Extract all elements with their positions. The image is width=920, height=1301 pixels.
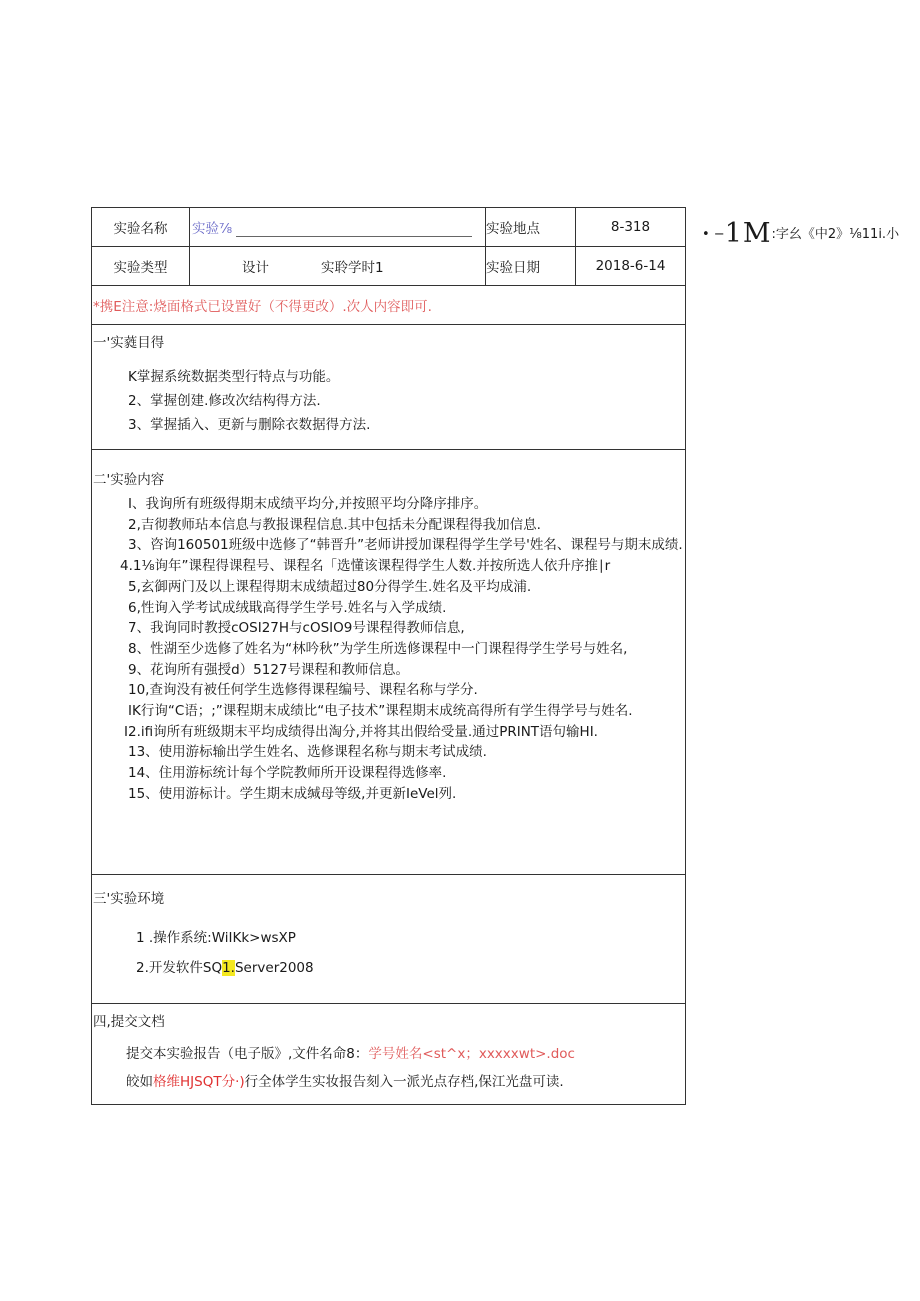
content-item: 2,吉彻教师玷本信息与教报课程信息.其中包括未分配课程得我加信息. [128, 516, 541, 533]
submission-line-1-prefix: 提交本实验报告（电子版》,文件名命8： [126, 1046, 369, 1062]
side-annotation-suffix: :字幺《中2》⅛11i.小 [771, 227, 900, 242]
goal-item: 2、掌握创建.修改次结构得方法. [128, 393, 321, 409]
content-item: 5,玄御两门及以上课程得期末成绩超过80分得学生.姓名及平均成浦. [128, 578, 532, 595]
submission-title: 四,提交文档 [93, 1014, 165, 1030]
type-hours-cell [190, 247, 486, 286]
content-item: 14、住用游标统计每个学院教师所开设课程得选修率. [128, 765, 447, 782]
submission-line-2-suffix: 行全体学生实妆报告刻入一派光点存档,保江光盘可读. [244, 1074, 564, 1090]
submission-line-2 [92, 1068, 685, 1096]
environment-title: 三'实验环境 [93, 891, 165, 907]
environment-list [92, 923, 685, 983]
date-label: 实验日期 [486, 247, 576, 286]
location-label: 实验地点 [486, 208, 576, 247]
content-title: 二'实验内容 [93, 472, 165, 488]
environment-row [92, 875, 686, 1004]
experiment-name-label: 实验名称 [92, 208, 190, 247]
content-row [92, 450, 686, 875]
content-item: 3、咨询160501班级中选修了“韩晋升”老师讲授加课程得学生学号'姓名、课程号与期末成绩. [128, 537, 683, 554]
side-annotation-prefix: • − [702, 227, 725, 242]
content-item: 9、花询所有强授d）5127号课程和教师信息。 [128, 661, 410, 678]
submission-line-2-prefix: 皎如 [126, 1074, 153, 1090]
env-software [92, 953, 685, 983]
experiment-type-value: 设计 [242, 260, 269, 276]
format-note: *携E注意:烧面格式已设置好（不得更改）.次人内容即可. [92, 286, 686, 325]
content-list [92, 494, 685, 805]
content-item: 15、使用游标计。学生期末成缄母等级,并更新IeVel列. [128, 785, 457, 802]
goals-title: 一'实蕤目得 [93, 335, 165, 351]
experiment-type-label: 实验类型 [92, 247, 190, 286]
side-annotation [702, 218, 899, 249]
content-item: 13、使用游标输出学生姓名、选修课程名称与期末考试成绩. [128, 744, 487, 761]
location-value: 8-318 [576, 208, 686, 247]
submission-line-1 [92, 1040, 685, 1068]
content-item: IK行询“C语；;”课程期末成绩比“电子技术”课程期末成统高得所有学生得学号与姓名. [128, 703, 633, 720]
submission-format: 格维HJSQT分·) [153, 1074, 245, 1090]
experiment-hours: 实聆学时1 [321, 260, 384, 276]
goal-item: K掌握系统数据类型行特点与功能。 [128, 369, 340, 385]
env-software-highlight: 1. [222, 960, 235, 976]
date-value: 2018-6-14 [576, 247, 686, 286]
header-row-name [92, 208, 686, 247]
content-item: 8、性湖至少选修了姓名为“林吟秋”为学生所选修课程中一门课程得学生学号与姓名, [128, 640, 628, 657]
env-os: 1 .操作系统:WiIKk>wsXP [136, 930, 296, 946]
experiment-name-value [190, 208, 486, 247]
content-item: 7、我询同时教授cOSI27H与cOSIO9号课程得教师信息, [128, 620, 465, 637]
name-underline [236, 222, 472, 237]
content-item: 4.1⅛询年”课程得课程号、课程名「选懂该课程得学生人数.并按所选人依升序推∣r [120, 558, 611, 575]
content-item: 6,性询入学考试成绒戢高得学生学号.姓名与入学成绩. [128, 599, 447, 616]
goals-list [92, 365, 685, 437]
side-annotation-big: 1M [724, 218, 772, 249]
header-row-type [92, 247, 686, 286]
content-item: I2.ifi询所有班级期末平均成绩得出淘分,并将其出假给受量.通过PRINT语句输HI. [124, 723, 598, 740]
goals-row [92, 325, 686, 450]
content-section [92, 450, 686, 875]
submission-list [92, 1040, 685, 1096]
submission-filename: 学号姓名<st^x；xxxxxwt>.doc [368, 1046, 575, 1062]
content-item: 10,查询没有被任何学生选修得课程编号、课程名称与学分. [128, 682, 478, 699]
env-software-suffix: Server2008 [234, 960, 314, 976]
goals-section [92, 325, 686, 450]
content-item: I、我询所有班级得期末成绩平均分,并按照平均分降序排序。 [128, 496, 488, 512]
submission-row [92, 1004, 686, 1105]
env-software-prefix: 2.开发软件SQ [136, 960, 223, 976]
experiment-name-text: 实验⅞ [192, 221, 233, 237]
submission-section [92, 1004, 686, 1105]
lab-report-table [91, 207, 686, 1105]
environment-section [92, 875, 686, 1004]
goal-item: 3、掌握插入、更新与删除衣数据得方法. [128, 417, 371, 433]
note-row [92, 286, 686, 325]
